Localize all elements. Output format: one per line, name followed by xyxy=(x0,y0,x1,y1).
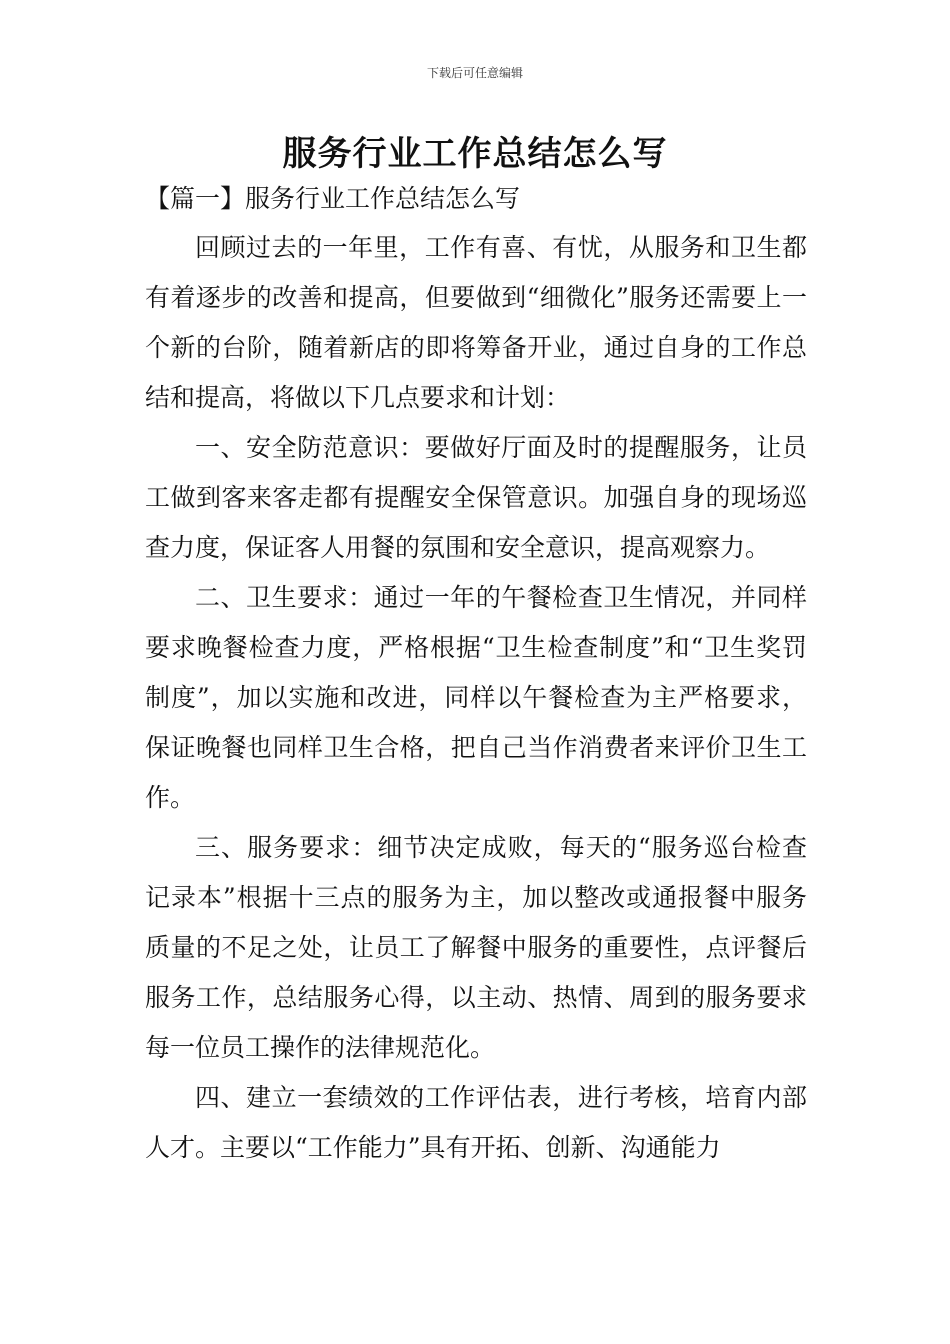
body-paragraph: 一、安全防范意识：要做好厅面及时的提醒服务，让员工做到客来客走都有提醒安全保管意识。加强自身的现场巡查力度，保证客人用餐的氛围和安全意识，提高观察力。 xyxy=(145,433,807,562)
body-paragraph: 二、卫生要求：通过一年的午餐检查卫生情况，并同样要求晚餐检查力度，严格根据“卫生检查制度”和“卫生奖罚制度”，加以实施和改进，同样以午餐检查为主严格要求，保证晚餐也同样卫生合格，把自己当作消费者来评价卫生工作。 xyxy=(145,583,807,812)
body-paragraph: 三、服务要求：细节决定成败，每天的“服务巡台检查记录本”根据十三点的服务为主，加以整改或通报餐中服务质量的不足之处，让员工了解餐中服务的重要性，点评餐后服务工作，总结服务心得，以主动、热情、周到的服务要求每一位员工操作的法律规范化。 xyxy=(145,833,807,1062)
body-paragraph: 回顾过去的一年里，工作有喜、有忧，从服务和卫生都有着逐步的改善和提高，但要做到“细微化”服务还需要上一个新的台阶，随着新店的即将筹备开业，通过自身的工作总结和提高，将做以下几点要求和计划： xyxy=(145,233,807,412)
document-body xyxy=(145,223,807,1173)
section-heading: 【篇一】服务行业工作总结怎么写 xyxy=(145,184,521,213)
document-title: 服务行业工作总结怎么写 xyxy=(282,134,668,174)
body-paragraph: 四、建立一套绩效的工作评估表，进行考核，培育内部人才。主要以“工作能力”具有开拓、创新、沟通能力 xyxy=(145,1083,807,1162)
header-note: 下载后可任意编辑 xyxy=(426,66,523,80)
